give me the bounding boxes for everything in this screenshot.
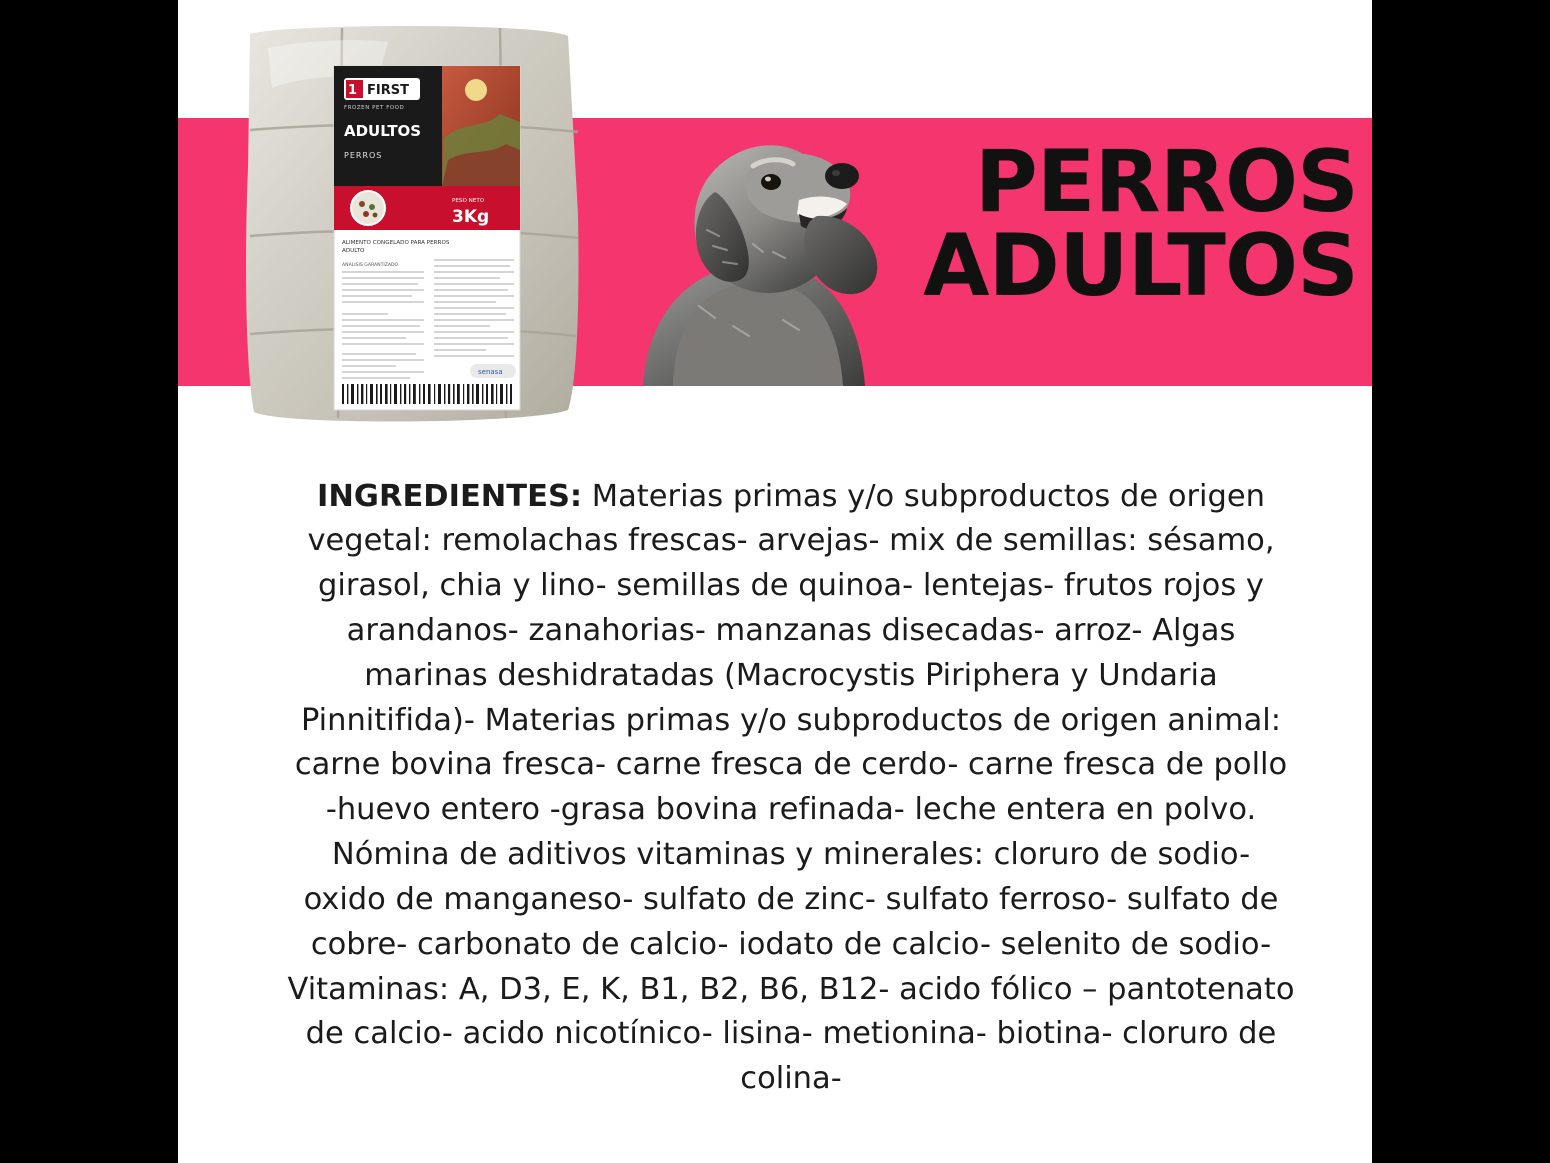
svg-text:ADULTO: ADULTO [342,248,365,254]
headline-line-1: PERROS [974,132,1358,232]
dog-photo [603,96,903,386]
letterbox-bar-right [1372,0,1550,1163]
ingredients-label: INGREDIENTES: [317,478,583,514]
svg-text:PESO NETO: PESO NETO [452,198,485,204]
banner-headline [878,132,1358,317]
svg-text:FIRST: FIRST [367,83,409,98]
letterbox-bar-left [0,0,178,1163]
svg-text:3Kg: 3Kg [452,207,490,227]
svg-text:PERROS: PERROS [344,151,383,160]
product-pack-image [238,18,598,438]
svg-text:FROZEN PET FOOD: FROZEN PET FOOD [344,105,405,111]
svg-text:ALIMENTO CONGELADO PARA PERROS: ALIMENTO CONGELADO PARA PERROS [342,240,450,246]
svg-text:1: 1 [348,83,358,98]
ingredients-paragraph [286,475,1296,1103]
headline-line-2: ADULTOS [922,216,1358,317]
svg-text:ANALISIS GARANTIZADO: ANALISIS GARANTIZADO [342,263,399,268]
svg-text:ADULTOS: ADULTOS [344,122,422,140]
ingredients-text: Materias primas y/o subproductos de origen vegetal: remolachas frescas- arvejas- mix de semillas: sésamo, girasol, chia y lino- semillas de quinoa- lentejas- frutos rojos y arandanos- zanahorias- manzanas disecadas- arroz- Algas marinas deshidratadas (Macrocystis Piriphera y Undaria Pinnitifida)- Materias primas y/o subproductos de origen animal: carne bovina fresca- carne fresca de cerdo- carne fresca de pollo -huevo entero -grasa bovina refinada- leche entera en polvo. Nómina de aditivos vitaminas y minerales: cloruro de sodio- oxido de manganeso- sulfato de zinc- sulfato ferroso- sulfato de cobre- carbonato de calcio- iodato de calcio- selenito de sodio- Vitaminas: A, D3, E, K, B1, B2, B6, B12- acido fólico – pantotenato de calcio- acido nicotínico- lisina- metionina- biotina- cloruro de colina- [287,478,1295,1097]
content-page [178,0,1372,1163]
svg-text:senasa: senasa [478,368,503,376]
